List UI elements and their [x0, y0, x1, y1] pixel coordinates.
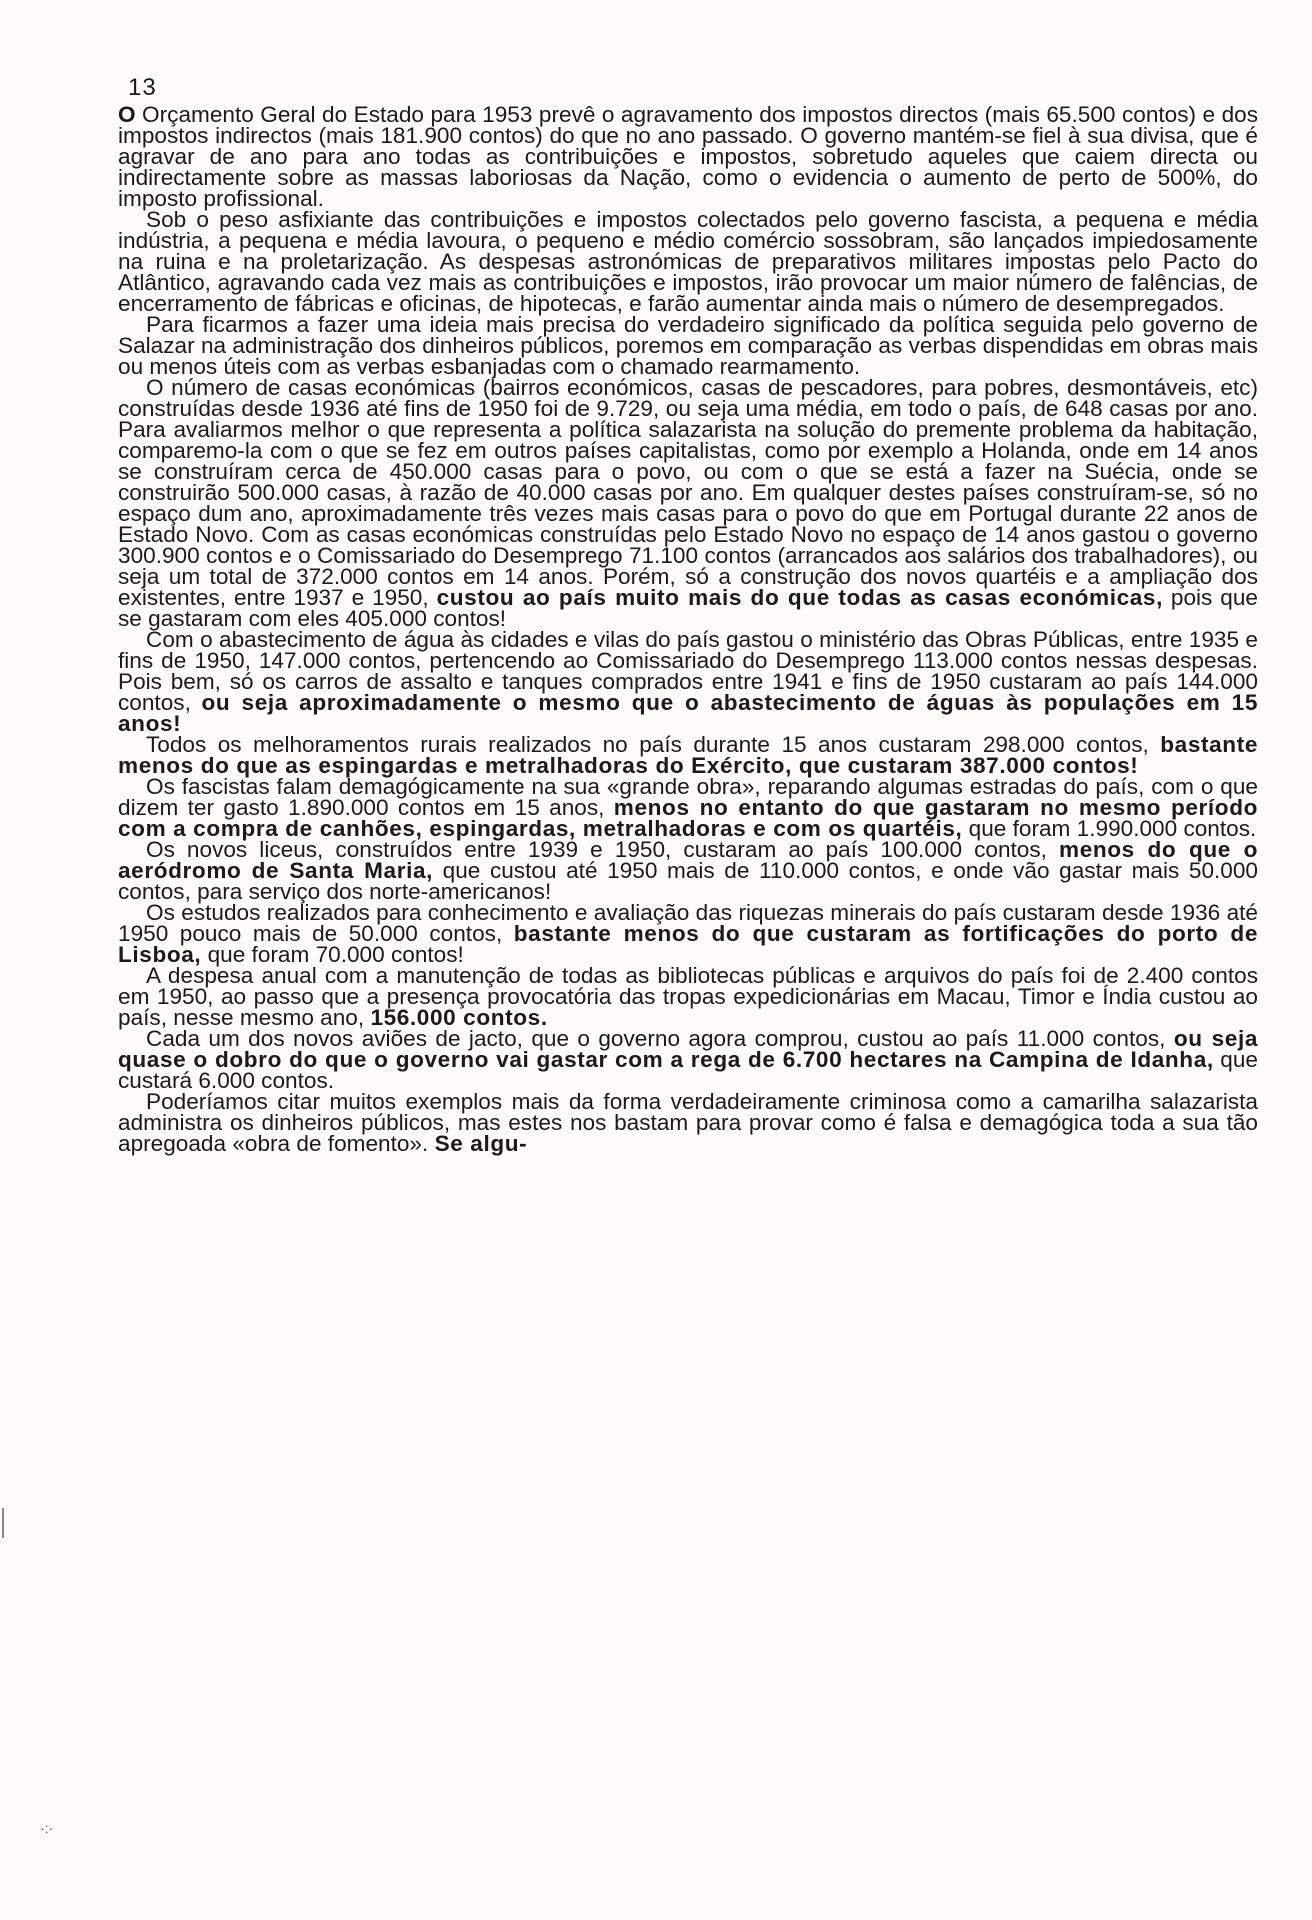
body-text — [118, 104, 1258, 1154]
text-segment: Cada um dos novos aviões de jacto, que o governo agora comprou, custou ao país 11.000 contos, — [146, 1026, 1174, 1051]
emphasized-text: ou seja quase o dobro do que o governo vai gastar com a rega de 6.700 hectares na Campina de Idanha, — [118, 1026, 1258, 1072]
paragraph — [118, 1028, 1258, 1091]
scan-speck: ·:· — [40, 1820, 54, 1836]
scan-edge-mark — [2, 1508, 4, 1538]
text-segment: Todos os melhoramentos rurais realizados no país durante 15 anos custaram 298.000 contos, — [146, 732, 1161, 757]
paragraph — [118, 104, 1258, 209]
paragraph — [118, 734, 1258, 776]
text-segment: Os novos liceus, construídos entre 1939 e 1950, custaram ao país 100.000 contos, — [146, 837, 1059, 862]
text-segment: Para ficarmos a fazer uma ideia mais precisa do verdadeiro significado da política seguida pelo governo de Salazar na administração dos dinheiros públicos, poremos em comparação as verbas dispendidas em obras mais ou menos úteis com as verbas esbanjadas com o chamado rearmamento. — [118, 312, 1258, 379]
text-segment: Os fascistas falam demagógicamente na sua «grande obra», reparando algumas estradas do país, com o que dizem ter gasto 1.890.000 contos em 15 anos, — [118, 774, 1258, 820]
text-segment: que custou até 1950 mais de 110.000 contos, e onde vão gastar mais 50.000 contos, para serviço dos norte-americanos! — [118, 858, 1258, 904]
emphasized-text: ou seja aproximadamente o mesmo que o abastecimento de águas às populações em 15 anos! — [118, 690, 1259, 736]
paragraph — [118, 377, 1258, 629]
text-segment: Os estudos realizados para conhecimento e avaliação das riquezas minerais do país custaram desde 1936 até 1950 pouco mais de 50.000 contos, — [118, 900, 1258, 946]
paragraph — [118, 776, 1258, 839]
text-segment: pois que se gastaram com eles 405.000 contos! — [118, 585, 1258, 631]
text-segment: Com o abastecimento de água às cidades e vilas do país gastou o ministério das Obras Públicas, entre 1935 e fins de 1950, 147.000 contos, pertencendo ao Comissariado do Desemprego 113.000 contos nessas despesas. Pois bem, só os carros de assalto e tanques comprados entre 1941 e fins de 1950 custaram ao país 144.000 contos, — [118, 627, 1258, 715]
emphasized-text: custou ao país muito mais do que todas as casas económicas, — [436, 585, 1163, 610]
text-segment: que custará 6.000 contos. — [118, 1047, 1258, 1093]
paragraph — [118, 902, 1258, 965]
paragraph — [118, 965, 1258, 1028]
paragraph — [118, 209, 1258, 314]
emphasized-text: Se algu- — [434, 1131, 528, 1156]
text-segment: Poderíamos citar muitos exemplos mais da forma verdadeiramente criminosa como a camarilha salazarista administra os dinheiros públicos, mas estes nos bastam para provar como é falsa e demagógica toda a sua tão apregoada «obra de fomento». — [118, 1089, 1258, 1156]
paragraph — [118, 314, 1258, 377]
text-segment: O Orçamento Geral do Estado para 1953 prevê o agravamento dos impostos directos (mais 65.500 contos) e dos impostos indirectos (mais 181.900 contos) do que no ano passado. O governo mantém-se fiel à sua divisa, que é agravar de ano para ano todas as contribuições e impostos, sobretudo aqueles que caiem directa ou indirectamente sobre as massas laboriosas da Nação, como o evidencia o aumento de perto de 500%, do imposto profissional. — [118, 102, 1258, 211]
emphasized-text: bastante menos do que custaram as fortificações do porto de Lisboa, — [118, 921, 1258, 967]
page-number: 13 — [128, 74, 157, 101]
text-segment: que foram 70.000 contos! — [201, 942, 464, 967]
text-segment: A despesa anual com a manutenção de todas as bibliotecas públicas e arquivos do país foi de 2.400 contos em 1950, ao passo que a presença provocatória das tropas expedicionárias em Macau, Timor e Índia custou ao país, nesse mesmo ano, — [118, 963, 1258, 1030]
emphasized-text: bastante menos do que as espingardas e metralhadoras do Exército, que custaram 387.000 contos! — [118, 732, 1258, 778]
paragraph — [118, 839, 1258, 902]
text-segment: Sob o peso asfixiante das contribuições e impostos colectados pelo governo fascista, a pequena e média indústria, a pequena e média lavoura, o pequeno e médio comércio sossobram, são lançados impiedosamente na ruina e na proletarização. As despesas astronómicas de preparativos militares impostas pelo Pacto do Atlântico, agravando cada vez mais as contribuições e impostos, irão provocar um maior número de falências, de encerramento de fábricas e oficinas, de hipotecas, e farão aumentar ainda mais o número de desempregados. — [118, 207, 1258, 316]
emphasized-text: 156.000 contos. — [370, 1005, 548, 1030]
emphasized-text: menos do que o aeródromo de Santa Maria, — [118, 837, 1258, 883]
text-segment: que foram 1.990.000 contos. — [962, 816, 1257, 841]
paragraph — [118, 629, 1258, 734]
emphasized-text: menos no entanto do que gastaram no mesmo período com a compra de canhões, espingardas, metralhadoras e com os quartéis, — [118, 795, 1259, 841]
paragraph — [118, 1091, 1258, 1154]
text-segment: O número de casas económicas (bairros económicos, casas de pescadores, para pobres, desmontáveis, etc) construídas desde 1936 até fins de 1950 foi de 9.729, ou seja uma média, em todo o país, de 648 casas por ano. Para avaliarmos melhor o que representa a política salazarista na solução do premente problema da habitação, comparemo-la com o que se fez em outros países capitalistas, como por exemplo a Holanda, onde em 14 anos se construíram cerca de 450.000 casas para o povo, ou com o que se está a fazer na Suécia, onde se construirão 500.000 casas, à razão de 40.000 casas por ano. Em qualquer destes países construíram-se, só no espaço dum ano, aproximadamente três vezes mais casas para o povo do que em Portugal durante 22 anos de Estado Novo. Com as casas económicas construídas pelo Estado Novo no espaço de 14 anos gastou o governo 300.900 contos e o Comissariado do Desemprego 71.100 contos (arrancados aos salários dos trabalhadores), ou seja um total de 372.000 contos em 14 anos. Porém, só a construção dos novos quartéis e a ampliação dos existentes, entre 1937 e 1950, — [118, 375, 1258, 610]
